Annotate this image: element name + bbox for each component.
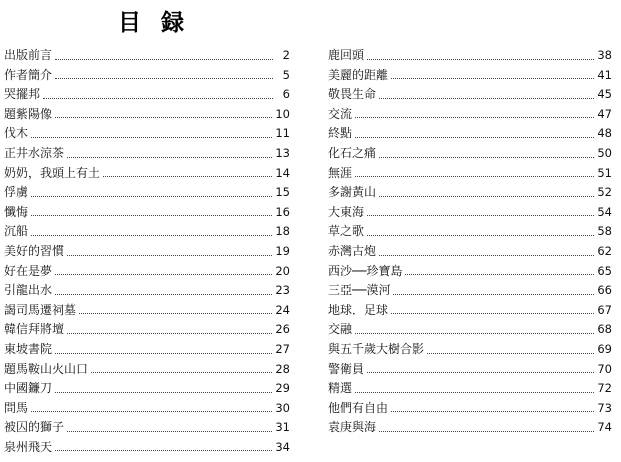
toc-entry-page-number: 15	[275, 185, 290, 200]
dot-leader	[379, 430, 594, 432]
toc-entry-page-number: 68	[597, 322, 612, 337]
toc-entry-title: 美麗的距離	[328, 67, 389, 82]
dot-leader	[427, 352, 594, 354]
toc-entry-title: 伐木	[4, 126, 29, 141]
toc-entry-page-number: 52	[597, 185, 612, 200]
dot-leader	[367, 371, 594, 373]
toc-entry-page-number: 38	[597, 48, 612, 62]
toc-entry-title: 精選	[328, 381, 353, 396]
dot-leader	[55, 293, 272, 295]
toc-entry-page-number: 11	[275, 126, 290, 141]
toc-entry[interactable]	[4, 124, 290, 144]
toc-entry-title: 西沙──珍寶島	[328, 263, 403, 278]
toc-entry-page-number: 51	[597, 165, 612, 180]
toc-entry-page-number: 72	[597, 381, 612, 396]
toc-entry-title: 終點	[328, 126, 353, 141]
dot-leader	[55, 352, 272, 354]
dot-leader	[31, 136, 272, 138]
toc-entry-page-number: 67	[597, 302, 612, 317]
toc-entry[interactable]	[328, 144, 612, 164]
toc-entry-page-number: 20	[275, 263, 290, 278]
toc-entry-title: 懺悔	[4, 204, 29, 219]
toc-entry-page-number: 26	[275, 322, 290, 337]
toc-entry[interactable]	[4, 301, 290, 321]
toc-entry[interactable]	[328, 399, 612, 419]
dot-leader	[67, 430, 272, 432]
toc-entry[interactable]	[328, 418, 612, 438]
dot-leader	[355, 391, 594, 393]
toc-entry-page-number: 54	[597, 204, 612, 219]
toc-entry-title: 三亞──漠河	[328, 283, 391, 298]
dot-leader	[55, 77, 273, 79]
dot-leader	[55, 391, 272, 393]
toc-entry-page-number: 14	[275, 165, 290, 180]
toc-entry-page-number: 48	[597, 126, 612, 141]
toc-entry-title: 問馬	[4, 400, 29, 415]
toc-entry-title: 作者簡介	[4, 67, 53, 82]
toc-entry-title: 無涯	[328, 165, 353, 180]
toc-entry-page-number: 5	[282, 67, 290, 82]
toc-entry[interactable]	[4, 281, 290, 301]
dot-leader	[379, 254, 594, 256]
toc-entry-page-number: 27	[275, 341, 290, 356]
toc-entry-title: 俘虜	[4, 185, 29, 200]
toc-entry-page-number: 73	[597, 400, 612, 415]
toc-entry-title: 韓信拜將壇	[4, 322, 65, 337]
dot-leader	[379, 97, 594, 99]
toc-entry[interactable]	[4, 418, 290, 438]
dot-leader	[31, 214, 272, 216]
toc-entry-title: 正井水涼茶	[4, 145, 65, 160]
toc-entry[interactable]	[328, 105, 612, 125]
toc-entry-title: 大東海	[328, 204, 365, 219]
toc-entry[interactable]	[4, 360, 290, 380]
toc-entry[interactable]	[328, 320, 612, 340]
dot-leader	[91, 371, 272, 373]
toc-entry-page-number: 16	[275, 204, 290, 219]
toc-entry-title: 地球．足球	[328, 302, 389, 317]
toc-entry-title: 謁司馬遷祠墓	[4, 302, 77, 317]
toc-entry-page-number: 74	[597, 420, 612, 435]
toc-entry[interactable]	[328, 183, 612, 203]
toc-entry[interactable]	[4, 105, 290, 125]
toc-entry-title: 奶奶，我頭上有土	[4, 165, 101, 180]
toc-entry[interactable]	[4, 85, 290, 105]
dot-leader	[393, 293, 594, 295]
dot-leader	[79, 312, 272, 314]
toc-entry[interactable]	[4, 144, 290, 164]
toc-entry[interactable]	[4, 66, 290, 86]
toc-entry-page-number: 47	[597, 106, 612, 121]
toc-entry-title: 東坡書院	[4, 341, 53, 356]
toc-entry-title: 多謝黃山	[328, 185, 377, 200]
toc-entry-page-number: 18	[275, 224, 290, 239]
toc-entry-title: 哭擺邦	[4, 87, 41, 102]
toc-entry[interactable]	[4, 222, 290, 242]
dot-leader	[31, 234, 272, 236]
toc-entry[interactable]	[4, 399, 290, 419]
toc-right-column	[328, 46, 612, 438]
toc-entry[interactable]	[4, 203, 290, 223]
toc-entry[interactable]	[4, 340, 290, 360]
dot-leader	[367, 58, 594, 60]
toc-entry-title: 好在是夢	[4, 263, 53, 278]
toc-entry[interactable]	[4, 379, 290, 399]
toc-entry[interactable]	[4, 46, 290, 66]
toc-entry-page-number: 29	[275, 381, 290, 396]
toc-entry-page-number: 58	[597, 224, 612, 239]
toc-entry-page-number: 13	[275, 145, 290, 160]
dot-leader	[391, 77, 594, 79]
toc-entry-title: 沉船	[4, 224, 29, 239]
toc-entry-title: 出版前言	[4, 48, 53, 62]
toc-entry-title: 赤灣古炮	[328, 243, 377, 258]
toc-entry[interactable]	[328, 281, 612, 301]
toc-entry-page-number: 50	[597, 145, 612, 160]
toc-entry[interactable]	[328, 340, 612, 360]
dot-leader	[355, 136, 594, 138]
toc-entry-title: 引龍出水	[4, 283, 53, 298]
toc-entry[interactable]	[328, 301, 612, 321]
toc-entry-title: 袁庚與海	[328, 420, 377, 435]
dot-leader	[355, 332, 594, 334]
toc-entry[interactable]	[328, 46, 612, 66]
dot-leader	[379, 195, 594, 197]
toc-entry-page-number: 31	[275, 420, 290, 435]
toc-entry-page-number: 24	[275, 302, 290, 317]
toc-entry-page-number: 19	[275, 243, 290, 258]
toc-entry-page-number: 30	[275, 400, 290, 415]
dot-leader	[405, 273, 594, 275]
toc-entry-title: 警衛員	[328, 361, 365, 376]
dot-leader	[103, 175, 272, 177]
toc-entry-title: 題馬鞍山火山口	[4, 361, 89, 376]
toc-entry[interactable]	[4, 183, 290, 203]
toc-entry-title: 被囚的獅子	[4, 420, 65, 435]
toc-entry[interactable]	[328, 360, 612, 380]
dot-leader	[367, 234, 594, 236]
toc-entry-page-number: 23	[275, 283, 290, 298]
toc-entry-title: 鹿回頭	[328, 48, 365, 62]
toc-entry-title: 中國鐮刀	[4, 381, 53, 396]
toc-entry-title: 化石之痛	[328, 145, 377, 160]
dot-leader	[31, 410, 272, 412]
dot-leader	[43, 97, 273, 99]
toc-entry-page-number: 2	[282, 48, 290, 62]
toc-entry[interactable]	[328, 262, 612, 282]
dot-leader	[391, 312, 594, 314]
dot-leader	[67, 156, 272, 158]
toc-entry[interactable]	[4, 164, 290, 184]
toc-entry-title: 美好的習慣	[4, 243, 65, 258]
dot-leader	[67, 254, 272, 256]
toc-entry[interactable]	[328, 164, 612, 184]
toc-entry-title: 交融	[328, 322, 353, 337]
toc-entry-page-number: 69	[597, 341, 612, 356]
toc-entry-title: 他們有自由	[328, 400, 389, 415]
toc-entry-page-number: 45	[597, 87, 612, 102]
toc-entry[interactable]	[328, 242, 612, 262]
toc-entry-page-number: 66	[597, 283, 612, 298]
dot-leader	[355, 116, 594, 118]
toc-entry-page-number: 65	[597, 263, 612, 278]
toc-entry-title: 與五千歲大樹合影	[328, 341, 425, 356]
toc-entry-page-number: 34	[275, 439, 290, 454]
toc-left-column	[4, 46, 290, 457]
dot-leader	[55, 273, 272, 275]
toc-entry-title: 交流	[328, 106, 353, 121]
dot-leader	[391, 410, 594, 412]
toc-entry-page-number: 41	[597, 67, 612, 82]
toc-entry-title: 草之歌	[328, 224, 365, 239]
toc-entry[interactable]	[328, 222, 612, 242]
toc-entry-title: 泉州飛天	[4, 439, 53, 454]
dot-leader	[31, 195, 272, 197]
dot-leader	[55, 116, 272, 118]
toc-entry-page-number: 28	[275, 361, 290, 376]
toc-entry-page-number: 6	[282, 87, 290, 102]
toc-entry[interactable]	[4, 262, 290, 282]
toc-entry-page-number: 70	[597, 361, 612, 376]
dot-leader	[355, 175, 594, 177]
toc-entry[interactable]	[328, 124, 612, 144]
dot-leader	[55, 58, 273, 60]
toc-entry[interactable]	[4, 438, 290, 458]
toc-entry-page-number: 62	[597, 243, 612, 258]
toc-entry[interactable]	[4, 242, 290, 262]
toc-entry[interactable]	[328, 85, 612, 105]
toc-entry-title: 敬畏生命	[328, 87, 377, 102]
dot-leader	[67, 332, 272, 334]
dot-leader	[55, 449, 272, 451]
dot-leader	[379, 156, 594, 158]
page-title: 目 録	[118, 10, 191, 36]
toc-entry[interactable]	[328, 203, 612, 223]
toc-entry[interactable]	[4, 320, 290, 340]
toc-entry[interactable]	[328, 66, 612, 86]
toc-entry-page-number: 10	[275, 106, 290, 121]
toc-entry-title: 題紫陽像	[4, 106, 53, 121]
toc-entry[interactable]	[328, 379, 612, 399]
dot-leader	[367, 214, 594, 216]
